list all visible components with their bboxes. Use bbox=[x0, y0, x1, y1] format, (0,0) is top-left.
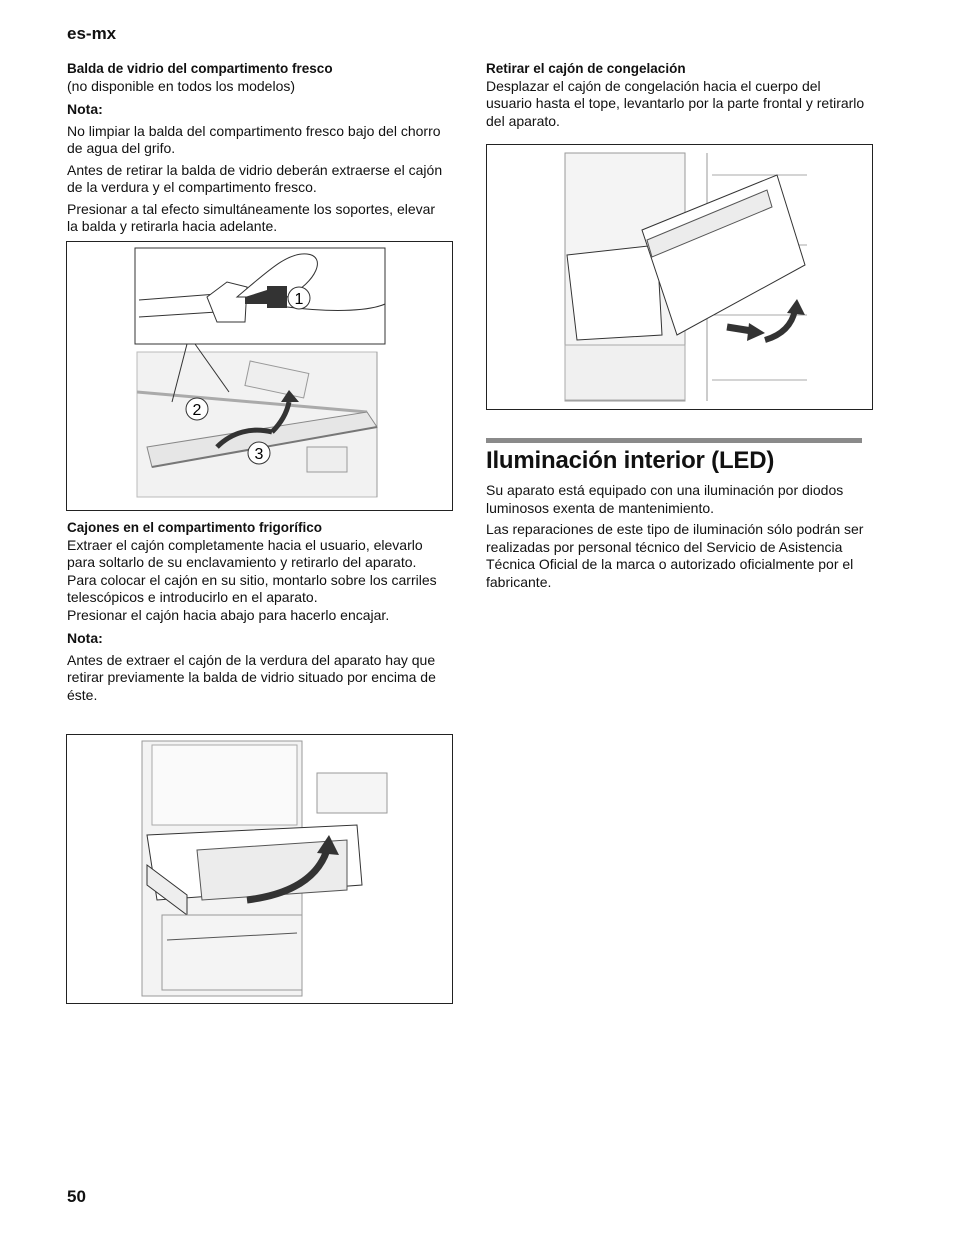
shelf-paragraph-3: Presionar a tal efecto simultáneamente los soportes, elevar la balda y retirarla hacia adelante. bbox=[67, 200, 436, 234]
freezer-drawer-illustration bbox=[486, 144, 873, 410]
fig1-callout-2: 2 bbox=[192, 402, 202, 419]
right-column bbox=[486, 60, 866, 130]
left-column bbox=[67, 60, 447, 236]
freezer-title: Retirar el cajón de congelación bbox=[486, 61, 686, 76]
section-rule bbox=[486, 438, 862, 443]
led-heading: Iluminación interior (LED) bbox=[486, 447, 775, 474]
shelf-paragraph-2: Antes de retirar la balda de vidrio deberán extraerse el cajón de la verdura y el compartimento fresco. bbox=[67, 161, 443, 195]
led-section bbox=[486, 482, 866, 591]
drawers-paragraph-1: Extraer el cajón completamente hacia el usuario, elevarlo para soltarlo de su enclavamiento y retirarlo del aparato. bbox=[67, 536, 423, 570]
drawers-paragraph-2: Para colocar el cajón en su sitio, montarlo sobre los carriles telescópicos e introducirlo en el aparato. bbox=[67, 571, 437, 605]
shelf-subtitle: (no disponible en todos los modelos) bbox=[67, 77, 296, 94]
drawers-paragraph-4: Antes de extraer el cajón de la verdura del aparato hay que retirar previamente la balda de vidrio situado por encima de éste. bbox=[67, 651, 436, 703]
glass-shelf-illustration bbox=[66, 241, 453, 511]
drawers-paragraph-3: Presionar el cajón hacia abajo para hacerlo encajar. bbox=[67, 606, 390, 623]
page-number: 50 bbox=[67, 1187, 86, 1206]
drawers-nota-label: Nota: bbox=[67, 630, 103, 646]
freezer-paragraph-1: Desplazar el cajón de congelación hacia el cuerpo del usuario hasta el tope, levantarlo por la parte frontal y retirarlo del aparato. bbox=[486, 77, 865, 129]
drawers-section bbox=[67, 519, 447, 704]
shelf-title: Balda de vidrio del compartimento fresco bbox=[67, 61, 333, 76]
led-paragraph-1: Su aparato está equipado con una iluminación por diodos luminosos exenta de mantenimiento. bbox=[486, 482, 844, 516]
fig1-callout-3: 3 bbox=[254, 446, 264, 463]
crisper-drawer-illustration bbox=[66, 734, 453, 1004]
fig1-callout-1: 1 bbox=[294, 291, 304, 308]
led-paragraph-2: Las reparaciones de este tipo de iluminación sólo podrán ser realizadas por personal técnico del Servicio de Asistencia Técnica Oficial de la marca o autorizado oficialmente por el fabricante. bbox=[486, 521, 864, 590]
shelf-paragraph-1: No limpiar la balda del compartimento fresco bajo del chorro de agua del grifo. bbox=[67, 122, 441, 156]
language-code: es-mx bbox=[67, 24, 117, 43]
shelf-nota-label: Nota: bbox=[67, 101, 103, 117]
drawers-title: Cajones en el compartimento frigorífico bbox=[67, 520, 323, 535]
